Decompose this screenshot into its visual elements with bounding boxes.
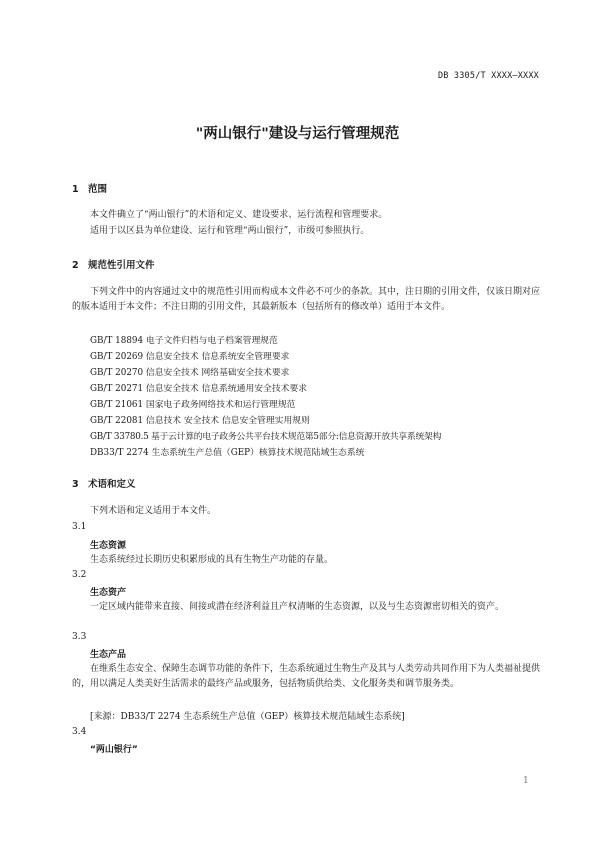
section-number: 2 [72, 260, 79, 271]
scope-paragraph-1: 本文件确立了“两山银行”的术语和定义、建设要求、运行流程和管理要求。 [90, 210, 388, 220]
reference-item: GB/T 22081 信息技术 安全技术 信息安全管理实用规则 [90, 416, 310, 426]
term-number: 3.4 [72, 727, 87, 737]
scope-paragraph-2: 适用于以区县为单位建设、运行和管理“两山银行”，市级可参照执行。 [90, 226, 370, 236]
reference-item: GB/T 20270 信息安全技术 网络基础安全技术要求 [90, 368, 290, 378]
terms-intro: 下列术语和定义适用于本文件。 [90, 506, 217, 516]
reference-item: DB33/T 2274 生态系统生产总值（GEP）核算技术规范陆域生态系统 [90, 448, 365, 458]
term-definition: 一定区域内能带来直接、间接或潜在经济利益且产权清晰的生态资源，以及与生态资源密切相关的资产。 [90, 602, 505, 612]
references-intro: 下列文件中的内容通过文中的规范性引用而构成本文件必不可少的条款。其中，注日期的引用文件，仅该日期对应的版本适用于本文件；不注日期的引用文件，其最新版本（包括所有的修改单）适用于本文件。 [72, 287, 541, 312]
term-number: 3.3 [72, 632, 87, 642]
term-title: 生态产品 [90, 650, 127, 660]
term-definition: 在维系生态安全、保障生态调节功能的条件下，生态系统通过生物生产及其与人类劳动共同作用下为人类福祉提供的，用以满足人类美好生活需求的最终产品或服务，包括物质供给类、文化服务类和调节服务类。 [72, 664, 541, 689]
reference-item: GB/T 21061 国家电子政务网络技术和运行管理规范 [90, 400, 296, 410]
term-title: 生态资源 [90, 541, 127, 551]
term-title: 生态资产 [90, 588, 127, 598]
section-number: 1 [72, 184, 79, 195]
term-number: 3.2 [72, 570, 87, 580]
section-title: 术语和定义 [88, 479, 136, 490]
reference-item: GB/T 20269 信息安全技术 信息系统安全管理要求 [90, 352, 290, 362]
reference-item: GB/T 33780.5 基于云计算的电子政务公共平台技术规范第5部分:信息资源开放共享系统架构 [90, 432, 442, 442]
reference-item: GB/T 20271 信息安全技术 信息系统通用安全技术要求 [90, 384, 308, 394]
section-title: 范围 [88, 184, 108, 195]
term-definition: 生态系统经过长期历史积累形成的具有生物生产功能的存量。 [90, 555, 334, 565]
section-heading-normative-references [72, 257, 155, 271]
document-number: DB 3305/T XXXX—XXXX [437, 71, 539, 81]
term-title: “两山银行” [90, 745, 138, 755]
term-source: [来源：DB33/T 2274 生态系统生产总值（GEP）核算技术规范陆域生态系统] [90, 712, 405, 722]
reference-item: GB/T 18894 电子文件归档与电子档案管理规范 [90, 336, 278, 346]
section-heading-terms-and-definitions [72, 476, 136, 490]
term-number: 3.1 [72, 522, 87, 532]
section-number: 3 [72, 479, 79, 490]
page-title: "两山银行"建设与运行管理规范 [195, 126, 400, 142]
page-number: 1 [523, 776, 529, 786]
section-heading-scope [72, 181, 107, 195]
section-title: 规范性引用文件 [88, 260, 155, 271]
